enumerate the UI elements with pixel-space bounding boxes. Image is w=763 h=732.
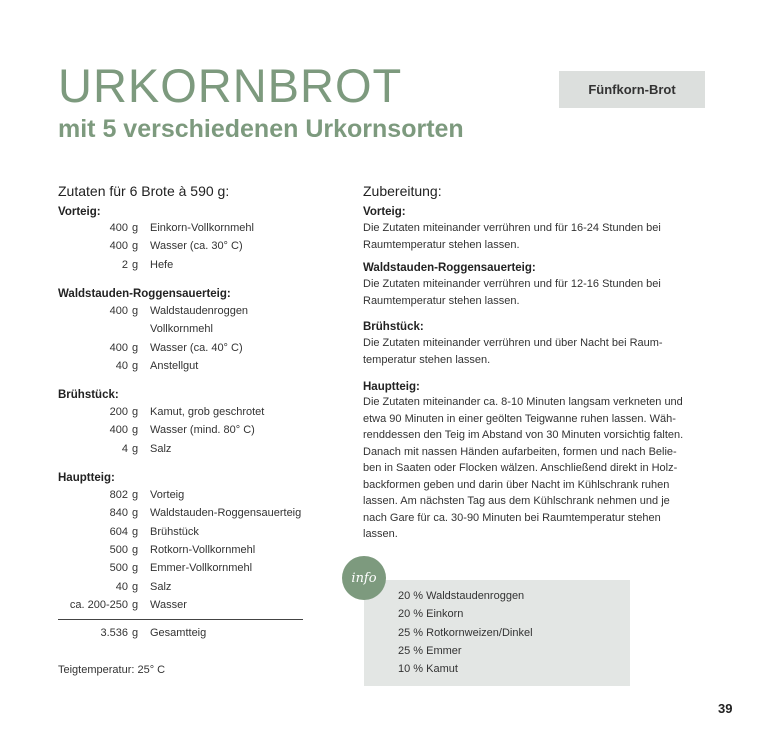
ingredient-row: [58, 559, 304, 577]
dough-temperature-text: Teigtemperatur: 25° C: [58, 664, 166, 676]
ingredient-amount: 40: [115, 360, 128, 372]
preparation-line: Die Zutaten miteinander verrühren und für 12-16 Stunden bei: [363, 278, 661, 290]
ingredient-name: Wasser (ca. 40° C): [150, 342, 243, 354]
preparation-text: [363, 276, 693, 309]
ingredient-unit: g: [132, 507, 139, 519]
ingredient-amount: 400: [109, 222, 128, 234]
ingredient-row: [58, 440, 304, 458]
preparation-line: lassen.: [363, 528, 398, 540]
ingredient-row: [58, 504, 304, 522]
ingredient-row: [58, 523, 304, 541]
ingredient-name: Wasser: [150, 599, 187, 611]
ingredient-name: Salz: [150, 581, 172, 593]
ingredient-amount: 2: [121, 259, 128, 271]
preparation-line: renddessen den Teig im Abstand von 30 Minuten vorsichtig falten.: [363, 429, 684, 441]
ingredient-amount: 40: [115, 581, 128, 593]
ingredient-row: [58, 320, 304, 338]
ingredient-row: [58, 237, 304, 255]
ingredient-row: [58, 486, 304, 504]
page-number: 39: [718, 701, 733, 716]
total-unit: g: [132, 627, 139, 639]
ingredient-name: Anstellgut: [150, 360, 199, 372]
preparation-line: Raumtemperatur stehen lassen.: [363, 238, 520, 251]
ingredient-amount: 500: [109, 544, 128, 556]
preparation-line: Die Zutaten miteinander verrühren und über Nacht bei Raum-: [363, 337, 663, 349]
ingredient-amount: 840: [109, 507, 128, 519]
dough-temperature: [58, 661, 304, 679]
ingredient-unit: g: [132, 342, 139, 354]
ingredient-unit: g: [132, 259, 139, 271]
preparation-line: Danach mit nassen Händen aufarbeiten, formen und nach Belie-: [363, 445, 677, 458]
ingredient-name: Einkorn-Vollkornmehl: [150, 222, 254, 234]
ingredient-unit: g: [132, 489, 139, 501]
ingredient-amount: 604: [109, 526, 128, 538]
ingredient-amount: 400: [109, 305, 128, 317]
info-label: info: [351, 570, 377, 586]
ingredient-row: [58, 578, 304, 596]
ingredient-unit: g: [132, 581, 139, 593]
ingredient-name: Vorteig: [150, 489, 185, 501]
preparation-line: lassen. Am nächsten Tag aus dem Kühlschrank nehmen und je: [363, 495, 670, 507]
ingredient-row: [58, 339, 304, 357]
ingredient-unit: g: [132, 222, 139, 234]
preparation-line: Raumtemperatur stehen lassen.: [363, 294, 520, 307]
ingredients-section-title: Waldstauden-Roggensauerteig:: [58, 288, 231, 300]
ingredient-row: [58, 357, 304, 375]
ingredient-unit: g: [132, 305, 139, 317]
info-item: 20 % Einkorn: [398, 608, 464, 620]
preparation-line: ben in Saaten oder Flocken wälzen. Anschließend direkt in Holz-: [363, 462, 678, 474]
ingredient-name: Kamut, grob geschrotet: [150, 406, 265, 418]
ingredients-section-title: Hauptteig:: [58, 472, 115, 484]
ingredient-row: [58, 219, 304, 237]
ingredient-unit: g: [132, 360, 139, 372]
ingredient-name: Vollkornmehl: [150, 323, 213, 335]
preparation-text: [363, 335, 693, 368]
preparation-line: temperatur stehen lassen.: [363, 353, 491, 366]
ingredients-section-title: Brühstück:: [58, 389, 119, 401]
page-title: URKORNBROT: [58, 59, 403, 112]
total-row: [58, 624, 304, 642]
ingredient-name: Waldstauden-Roggensauerteig: [150, 507, 302, 519]
page-subtitle: mit 5 verschiedenen Urkornsorten: [58, 115, 464, 143]
preparation-line: Die Zutaten miteinander ca. 8-10 Minuten langsam verkneten und: [363, 396, 683, 408]
ingredients-section-title: Vorteig:: [58, 206, 101, 218]
ingredients-heading: Zutaten für 6 Brote à 590 g:: [58, 183, 230, 199]
category-badge: Fünfkorn-Brot: [559, 71, 705, 108]
preparation-line: nach Gare für ca. 30-90 Minuten bei Raumtemperatur stehen: [363, 511, 661, 524]
ingredient-row: [58, 403, 304, 421]
ingredient-row: [58, 596, 304, 614]
ingredient-name: Wasser (ca. 30° C): [150, 240, 243, 252]
ingredient-row: [58, 256, 304, 274]
ingredient-amount: 400: [109, 240, 128, 252]
total-name: Gesamtteig: [150, 627, 207, 639]
info-item: 20 % Waldstaudenroggen: [398, 590, 525, 602]
preparation-line: backformen geben und darin über Nacht im Kühlschrank ruhen: [363, 478, 670, 491]
ingredient-name: Wasser (mind. 80° C): [150, 424, 255, 436]
preparation-line: etwa 90 Minuten in einer geölten Teigwanne ruhen lassen. Wäh-: [363, 412, 676, 425]
info-item: 10 % Kamut: [398, 663, 458, 675]
ingredient-unit: g: [132, 544, 139, 556]
total-divider: [58, 619, 303, 620]
ingredient-unit: g: [132, 526, 139, 538]
ingredient-name: Brühstück: [150, 526, 199, 538]
ingredient-name: Waldstaudenroggen: [150, 305, 249, 317]
info-item: 25 % Rotkornweizen/Dinkel: [398, 627, 533, 639]
preparation-section-title: Vorteig:: [363, 206, 406, 218]
ingredient-row: [58, 421, 304, 439]
ingredient-unit: g: [132, 406, 139, 418]
ingredient-amount: 400: [109, 342, 128, 354]
ingredient-unit: g: [132, 424, 139, 436]
preparation-section-title: Hauptteig:: [363, 381, 420, 393]
ingredient-name: Emmer-Vollkornmehl: [150, 562, 253, 574]
ingredient-unit: g: [132, 240, 139, 252]
info-badge: [342, 556, 386, 600]
ingredient-amount: 200: [109, 406, 128, 418]
ingredient-amount: 4: [121, 443, 128, 455]
info-item: 25 % Emmer: [398, 645, 462, 657]
ingredient-name: Rotkorn-Vollkornmehl: [150, 544, 256, 556]
preparation-section-title: Brühstück:: [363, 321, 424, 333]
ingredient-amount: ca. 200-250: [69, 599, 128, 611]
ingredient-unit: g: [132, 562, 139, 574]
ingredient-name: Hefe: [150, 259, 174, 271]
preparation-text: [363, 394, 693, 543]
ingredient-row: [58, 541, 304, 559]
ingredient-amount: 400: [109, 424, 128, 436]
ingredient-row: [58, 302, 304, 320]
preparation-heading: Zubereitung:: [363, 183, 442, 199]
ingredient-name: Salz: [150, 443, 172, 455]
ingredient-unit: g: [132, 599, 139, 611]
ingredient-amount: 500: [109, 562, 128, 574]
preparation-section-title: Waldstauden-Roggensauerteig:: [363, 262, 536, 274]
total-amount: 3.536: [100, 627, 128, 639]
ingredient-unit: g: [132, 443, 139, 455]
preparation-text: [363, 220, 693, 253]
preparation-line: Die Zutaten miteinander verrühren und für 16-24 Stunden bei: [363, 222, 661, 234]
ingredient-amount: 802: [109, 489, 128, 501]
